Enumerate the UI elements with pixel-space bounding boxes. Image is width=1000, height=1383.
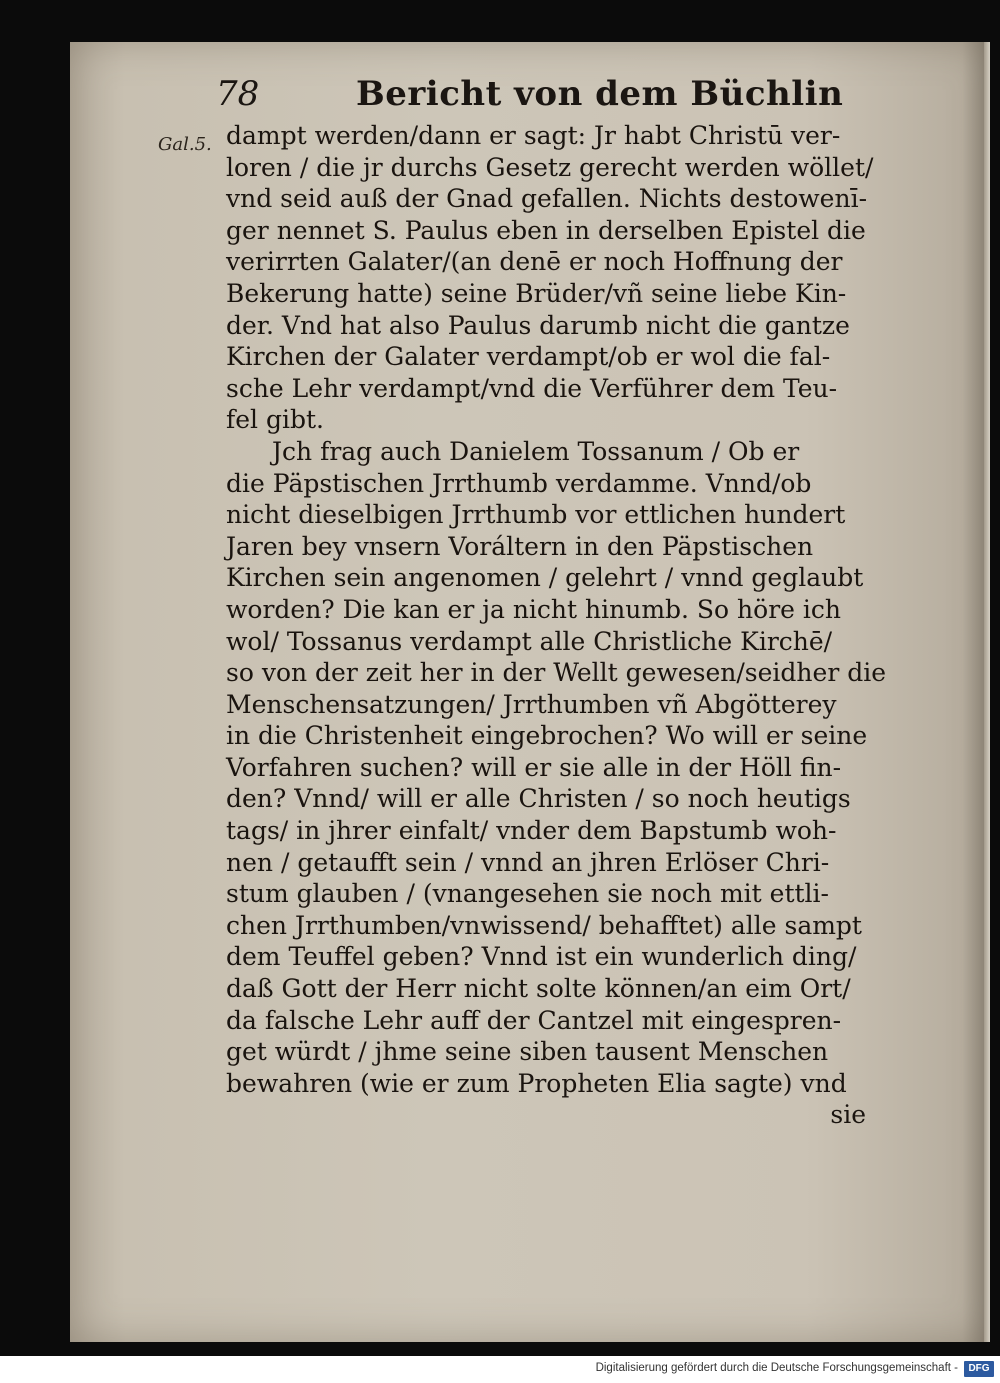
text-line: dem Teuffel geben? Vnnd ist ein wunderlich ding/	[226, 942, 857, 972]
text-line: Bekerung hatte) seine Brüder/vñ seine liebe Kin-	[226, 278, 847, 308]
text-line: fel gibt.	[226, 405, 324, 435]
text-line: Kirchen der Galater verdampt/ob er wol die fal-	[226, 342, 831, 372]
running-head	[216, 74, 856, 124]
text-line: in die Christenheit eingebrochen? Wo will er seine	[226, 721, 868, 751]
catchword: sie	[830, 1100, 866, 1130]
text-line: da falsche Lehr auff der Cantzel mit eingespren-	[226, 1005, 842, 1035]
text-line: worden? Die kan er ja nicht hinumb. So höre ich	[226, 594, 841, 624]
funding-credit: Digitalisierung gefördert durch die Deutsche Forschungsgemeinschaft -	[595, 1362, 958, 1374]
text-line: wol/ Tossanus verdampt alle Christliche Kirchē/	[226, 626, 833, 656]
text-line: dampt werden/dann er sagt: Jr habt Christū ver-	[226, 121, 841, 150]
body-text	[226, 120, 887, 1131]
text-line: den? Vnnd/ will er alle Christen / so noch heutigs	[226, 784, 851, 814]
page-number: 78	[216, 74, 260, 114]
text-line: vnd seid auß der Gnad gefallen. Nichts destowenī-	[226, 184, 868, 214]
text-line: loren / die jr durchs Gesetz gerecht werden wöllet/	[226, 152, 874, 182]
text-line: sche Lehr verdampt/vnd die Verführer dem Teu-	[226, 373, 838, 403]
footer-bar	[0, 1356, 1000, 1383]
text-line: der. Vnd hat also Paulus darumb nicht die gantze	[226, 310, 850, 340]
text-line: Menschensatzungen/ Jrrthumben vñ Abgötterey	[226, 689, 837, 719]
text-line: bewahren (wie er zum Propheten Elia sagte) vnd	[226, 1068, 847, 1098]
text-line: Kirchen sein angenomen / gelehrt / vnnd geglaubt	[226, 563, 864, 593]
text-line: daß Gott der Herr nicht solte können/an eim Ort/	[226, 974, 851, 1004]
page-edge	[984, 42, 990, 1342]
text-line: nen / getaufft sein / vnnd an jhren Erlöser Chri-	[226, 847, 830, 877]
text-line: get würdt / jhme seine siben tausent Menschen	[226, 1037, 829, 1067]
text-line: ger nennet S. Paulus eben in derselben Epistel die	[226, 215, 866, 245]
text-line: Jaren bey vnsern Voráltern in den Päpstischen	[226, 531, 814, 561]
text-line: verirrten Galater/(an denē er noch Hoffnung der	[226, 247, 843, 277]
dfg-logo-icon: DFG	[964, 1361, 994, 1377]
text-line: chen Jrrthumben/vnwissend/ behafftet) alle sampt	[226, 910, 862, 940]
text-line: Jch frag auch Danielem Tossanum / Ob er	[272, 436, 800, 466]
text-line: die Päpstischen Jrrthumb verdamme. Vnnd/ob	[226, 468, 812, 498]
running-title: Bericht von dem Büchlin	[356, 74, 844, 114]
text-line: nicht dieselbigen Jrrthumb vor ettlichen hundert	[226, 500, 846, 530]
text-line: tags/ in jhrer einfalt/ vnder dem Bapstumb woh-	[226, 816, 837, 846]
marginal-note: Gal.5.	[158, 134, 212, 155]
text-line: Vorfahren suchen? will er sie alle in der Höll fin-	[226, 752, 842, 782]
text-line: stum glauben / (vnangesehen sie noch mit ettli-	[226, 879, 829, 909]
text-line: so von der zeit her in der Wellt gewesen/seidher die	[226, 658, 887, 688]
